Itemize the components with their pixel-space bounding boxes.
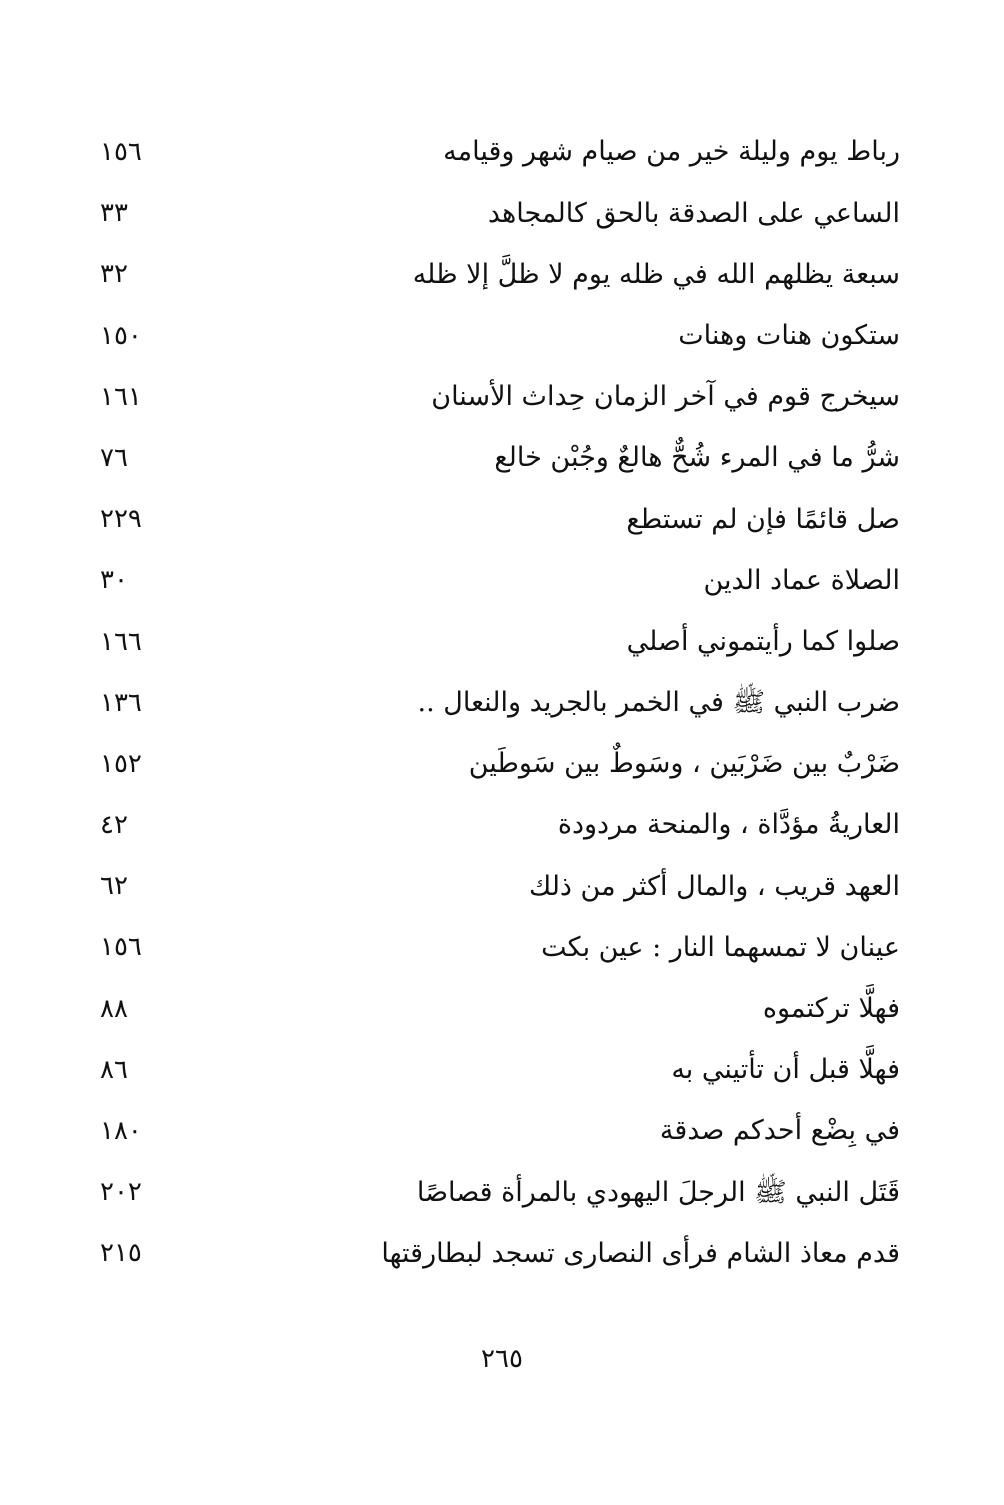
index-entry-page: ١٣٦ xyxy=(100,687,142,718)
index-row xyxy=(100,1223,900,1284)
index-entry-page: ٢٢٩ xyxy=(100,504,142,535)
index-entry-page: ٢١٥ xyxy=(100,1238,142,1269)
index-entry-page: ١٥٢ xyxy=(100,748,142,779)
index-entry-page: ٣٠ xyxy=(100,565,128,596)
index-entry-page: ٢٠٢ xyxy=(100,1177,142,1208)
index-entry-text: فهلَّا قبل أن تأتيني به xyxy=(671,1054,900,1086)
index-row xyxy=(100,550,900,611)
index-entry-text: ضَرْبٌ بين ضَرْبَين ، وسَوطٌ بين سَوطَين xyxy=(468,748,900,780)
index-row xyxy=(100,1101,900,1162)
index-row xyxy=(100,917,900,978)
index-entry-page: ١٥٦ xyxy=(100,932,142,963)
index-entry-text: شرُّ ما في المرء شُحٌّ هالعٌ وجُبْن خالع xyxy=(494,442,900,474)
index-entry-text: قَتَل النبي ﷺ الرجلَ اليهودي بالمرأة قصاصًا xyxy=(416,1176,900,1208)
index-entry-page: ٨٨ xyxy=(100,993,128,1024)
index-entry-text: ضرب النبي ﷺ في الخمر بالجريد والنعال .. xyxy=(417,687,900,719)
index-entry-text: في بِضْع أحدكم صدقة xyxy=(659,1115,900,1147)
index-row xyxy=(100,122,900,183)
index-entry-page: ٦٢ xyxy=(100,871,128,902)
index-entry-page: ٣٣ xyxy=(100,198,128,229)
index-entry-page: ١٦١ xyxy=(100,381,142,412)
index-entry-text: رباط يوم وليلة خير من صيام شهر وقيامه xyxy=(443,136,900,168)
index-row xyxy=(100,979,900,1040)
index-row xyxy=(100,244,900,305)
index-row xyxy=(100,428,900,489)
hadith-index-list xyxy=(100,122,900,1285)
index-entry-text: الساعي على الصدقة بالحق كالمجاهد xyxy=(487,197,900,229)
index-entry-text: قدم معاذ الشام فرأى النصارى تسجد لبطارقتها xyxy=(381,1237,900,1269)
index-entry-page: ٧٦ xyxy=(100,442,128,473)
index-row xyxy=(100,612,900,673)
index-entry-text: صل قائمًا فإن لم تستطع xyxy=(626,503,900,535)
index-row xyxy=(100,489,900,550)
index-entry-page: ٤٢ xyxy=(100,810,128,841)
index-entry-text: العهد قريب ، والمال أكثر من ذلك xyxy=(528,870,900,902)
index-entry-text: الصلاة عماد الدين xyxy=(703,564,900,596)
index-row xyxy=(100,1040,900,1101)
index-entry-page: ١٥٠ xyxy=(100,320,142,351)
index-row xyxy=(100,306,900,367)
index-entry-text: صلوا كما رأيتموني أصلي xyxy=(626,625,900,657)
index-entry-page: ١٥٦ xyxy=(100,137,142,167)
index-entry-text: فهلَّا تركتموه xyxy=(762,993,900,1025)
index-entry-text: العاريةُ مؤدَّاة ، والمنحة مردودة xyxy=(557,809,900,841)
index-entry-text: سبعة يظلهم الله في ظله يوم لا ظلَّ إلا ظله xyxy=(412,258,900,290)
index-row xyxy=(100,795,900,856)
index-entry-text: ستكون هنات وهنات xyxy=(678,319,900,351)
index-row xyxy=(100,856,900,917)
index-entry-text: عينان لا تمسهما النار : عين بكت xyxy=(541,931,900,963)
index-row xyxy=(100,734,900,795)
index-row xyxy=(100,183,900,244)
index-entry-page: ٨٦ xyxy=(100,1054,128,1085)
page-number: ٢٦٥ xyxy=(481,1344,523,1374)
index-entry-text: سيخرج قوم في آخر الزمان حِداث الأسنان xyxy=(431,381,900,413)
index-row xyxy=(100,367,900,428)
index-row xyxy=(100,1162,900,1223)
index-entry-page: ٣٢ xyxy=(100,259,128,290)
index-entry-page: ١٦٦ xyxy=(100,626,142,657)
index-entry-page: ١٨٠ xyxy=(100,1116,142,1146)
index-row xyxy=(100,673,900,734)
